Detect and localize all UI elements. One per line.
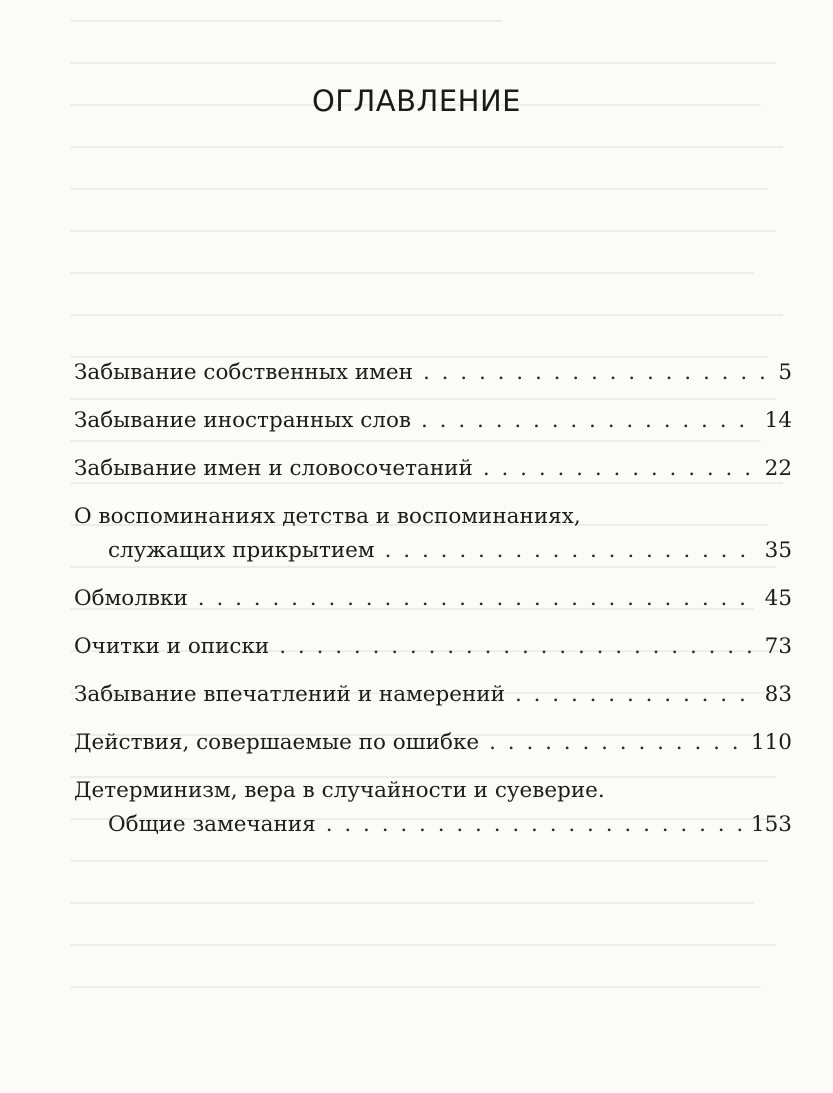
dot-leader	[385, 534, 759, 568]
toc-page-number: 45	[764, 586, 792, 611]
toc-entry-title: Забывание впечатлений и намерений	[74, 682, 505, 707]
dot-leader	[489, 726, 745, 760]
toc-entry	[74, 356, 792, 390]
dot-leader	[483, 452, 759, 486]
toc-entry-title: Очитки и описки	[74, 634, 270, 659]
toc-page-number: 110	[750, 730, 792, 755]
toc-entry-title: Детерминизм, вера в случайности и суеверие.	[74, 778, 605, 803]
toc-page-number: 73	[764, 634, 792, 659]
dot-leader	[423, 356, 772, 390]
toc-page-number: 35	[764, 538, 792, 563]
toc-page-number: 22	[764, 456, 792, 481]
toc-entry	[74, 678, 792, 712]
toc-entry-title: Забывание собственных имен	[74, 360, 413, 385]
dot-leader	[279, 630, 758, 664]
toc-entry	[74, 774, 792, 842]
dot-leader	[421, 404, 759, 438]
toc-entry	[74, 726, 792, 760]
table-of-contents	[74, 356, 792, 856]
toc-entry-title: О воспоминаниях детства и воспоминаниях,	[74, 504, 581, 529]
dot-leader	[198, 582, 759, 616]
toc-page-number: 83	[764, 682, 792, 707]
toc-entry	[74, 404, 792, 438]
toc-entry-title-continuation: служащих прикрытием	[108, 538, 375, 563]
dot-leader	[326, 808, 745, 842]
toc-entry-title: Обмолвки	[74, 586, 188, 611]
toc-entry	[74, 500, 792, 568]
toc-entry-title-continuation: Общие замечания	[108, 812, 316, 837]
dot-leader	[515, 678, 759, 712]
toc-page-number: 153	[750, 812, 792, 837]
toc-page-number: 5	[778, 360, 792, 385]
toc-page-number: 14	[764, 408, 792, 433]
toc-entry	[74, 630, 792, 664]
toc-entry	[74, 582, 792, 616]
toc-entry-title: Действия, совершаемые по ошибке	[74, 730, 480, 755]
toc-entry-title: Забывание имен и словосочетаний	[74, 456, 473, 481]
page-title: ОГЛАВЛЕНИЕ	[311, 84, 521, 118]
toc-entry	[74, 452, 792, 486]
toc-entry-title: Забывание иностранных слов	[74, 408, 412, 433]
